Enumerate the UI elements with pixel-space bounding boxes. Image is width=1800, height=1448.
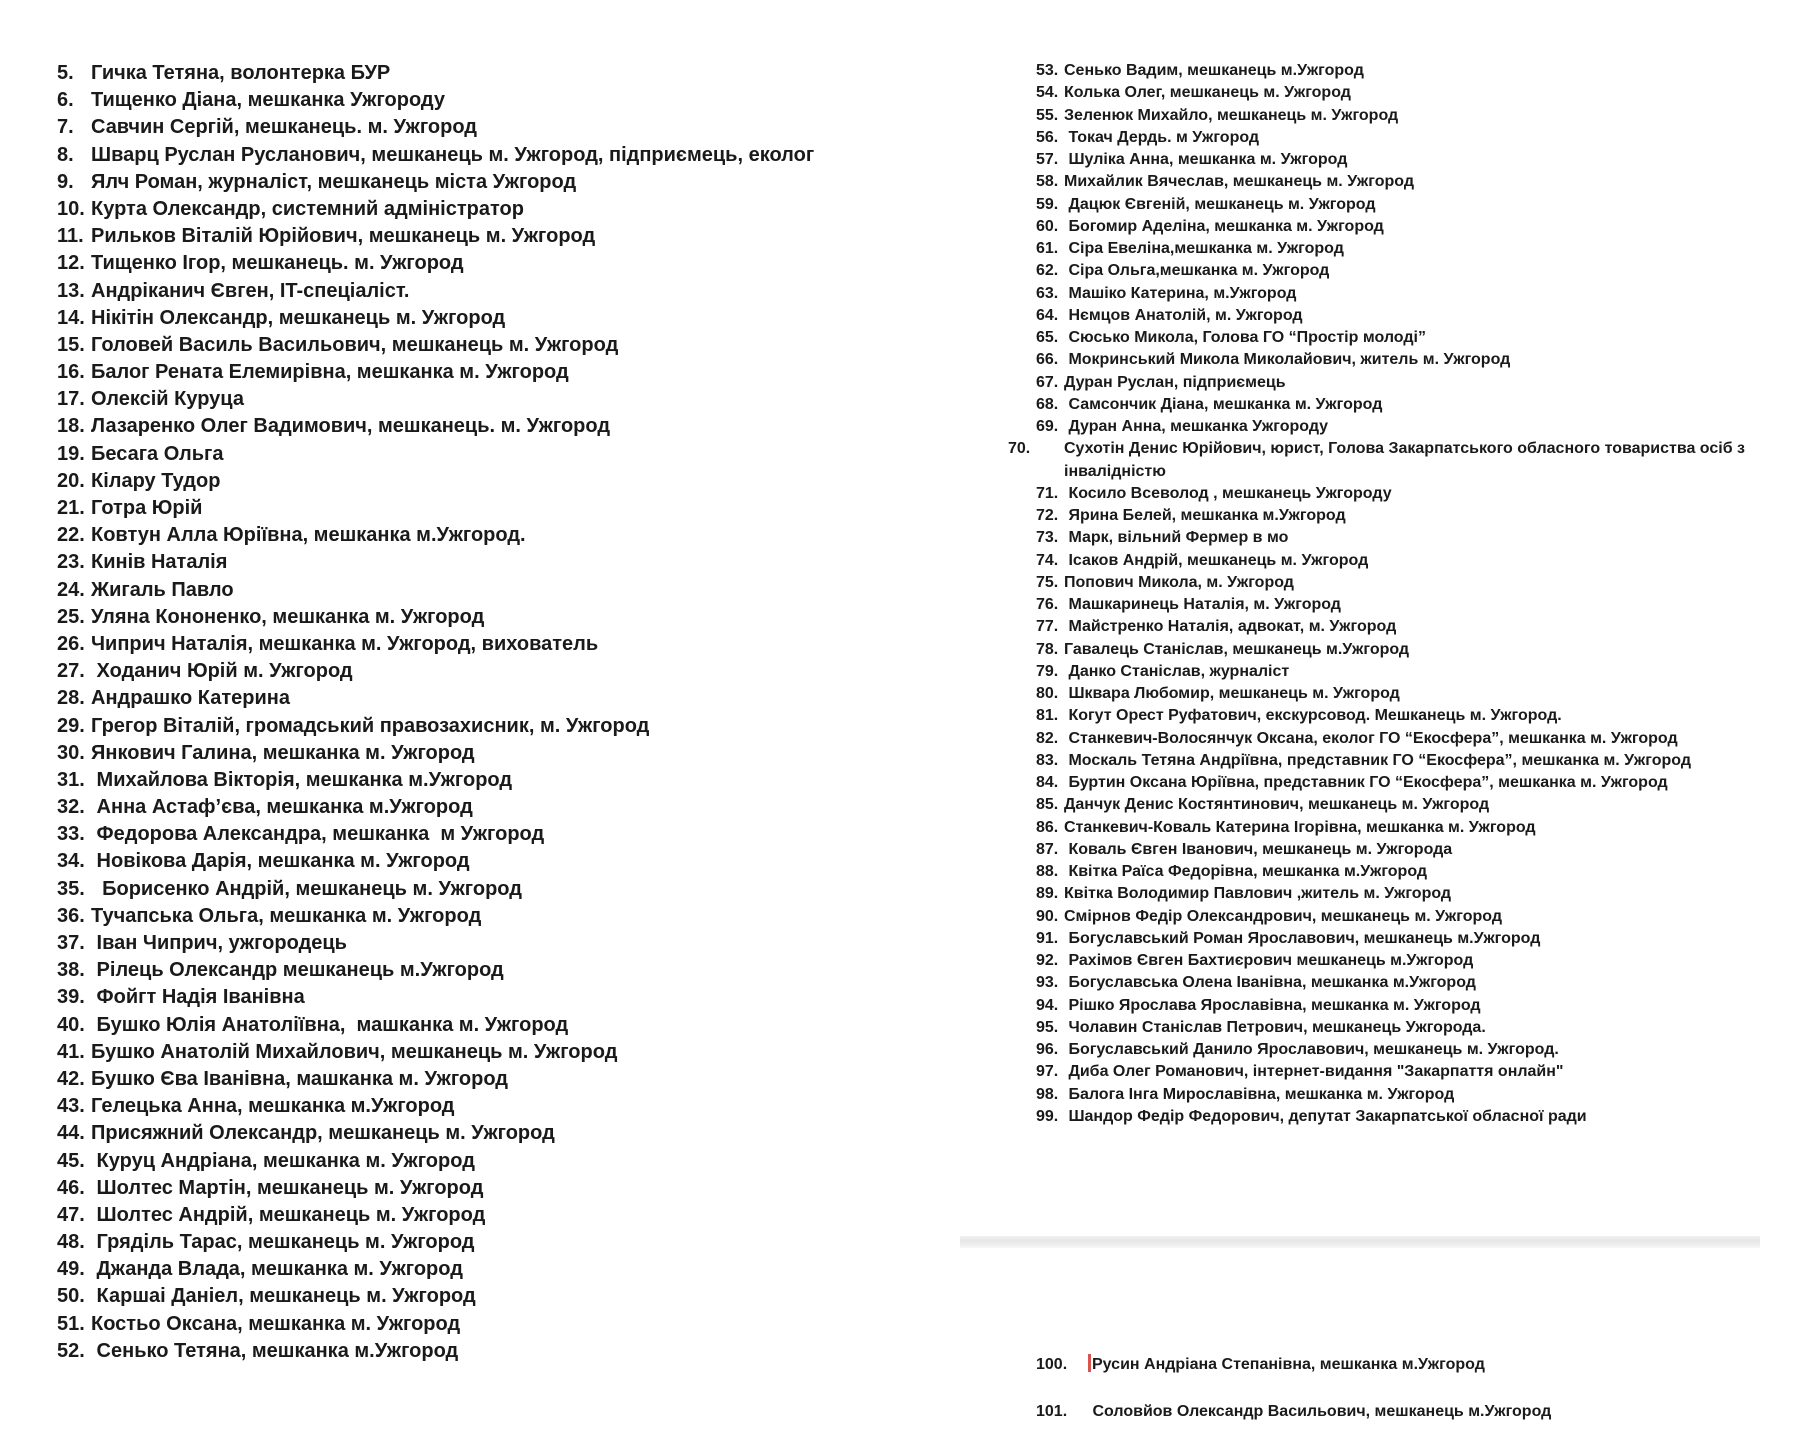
list-item	[57, 903, 957, 930]
item-number: 23.	[57, 551, 85, 574]
left-name-list	[57, 60, 957, 1365]
item-text: Шолтес Мартін, мешканець м. Ужгород	[91, 1176, 484, 1199]
list-item	[1036, 995, 1756, 1017]
list-item	[57, 522, 957, 549]
item-number: 66.	[1036, 351, 1059, 369]
item-text: Бушко Юлія Анатоліївна, машканка м. Ужгород	[91, 1013, 569, 1036]
item-number: 24.	[57, 578, 85, 601]
item-number: 46.	[57, 1176, 85, 1199]
list-item	[57, 1148, 957, 1175]
item-text: Майстренко Наталія, адвокат, м. Ужгород	[1064, 618, 1397, 636]
item-text: Гряділь Тарас, мешканець м. Ужгород	[91, 1231, 475, 1254]
item-number: 89.	[1036, 885, 1059, 903]
list-item	[1036, 1354, 1756, 1376]
item-number: 75.	[1036, 573, 1059, 591]
text-cursor-icon	[1088, 1354, 1091, 1372]
item-number: 44.	[57, 1122, 85, 1145]
list-item	[1036, 416, 1756, 438]
item-text: Дацюк Євгеній, мешканець м. Ужгород	[1064, 195, 1376, 213]
item-text: Михайлова Вікторія, мешканка м.Ужгород	[91, 768, 513, 791]
item-text: Андрашко Катерина	[91, 687, 290, 710]
item-number: 37.	[57, 932, 85, 954]
item-text: Когут Орест Руфатович, екскурсовод. Мешканець м. Ужгород.	[1064, 707, 1562, 725]
item-number: 81.	[1036, 707, 1059, 725]
item-number: 15.	[57, 333, 85, 356]
item-number: 27.	[57, 660, 85, 683]
item-number: 65.	[1036, 329, 1059, 346]
item-text: Рахімов Євген Бахтиєрович мешканець м.Ужгород	[1064, 952, 1474, 969]
item-text: Ходанич Юрій м. Ужгород	[91, 660, 353, 683]
item-text: Михайлик Вячеслав, мешканець м. Ужгород	[1064, 173, 1414, 191]
list-item	[1036, 639, 1756, 661]
list-item	[1036, 550, 1756, 572]
item-number: 52.	[57, 1339, 85, 1362]
item-text: Машкаринець Наталія, м. Ужгород	[1064, 596, 1341, 613]
list-item	[57, 1311, 957, 1338]
list-item	[57, 604, 957, 631]
item-number: 63.	[1036, 284, 1059, 302]
item-text: Готра Юрій	[91, 497, 203, 519]
item-number: 30.	[57, 741, 85, 764]
list-item	[57, 1039, 957, 1066]
item-text: Джанда Влада, мешканка м. Ужгород	[91, 1258, 463, 1281]
item-number: 41.	[57, 1040, 85, 1063]
item-number: 76.	[1036, 596, 1059, 613]
list-item	[1036, 616, 1756, 638]
item-text: Ярина Белей, мешканка м.Ужгород	[1064, 507, 1346, 524]
item-text: Каршаі Даніел, мешканець м. Ужгород	[91, 1285, 476, 1308]
list-item	[1036, 906, 1756, 928]
item-text: Диба Олег Романович, інтернет-видання "Закарпаття онлайн"	[1064, 1063, 1564, 1081]
item-number: 87.	[1036, 840, 1059, 858]
item-number: 78.	[1036, 640, 1059, 658]
list-item	[1036, 794, 1756, 816]
item-number: 39.	[57, 986, 85, 1009]
list-item	[1036, 1061, 1756, 1083]
item-number: 19.	[57, 442, 85, 465]
item-text: Богомир Аделіна, мешканка м. Ужгород	[1064, 217, 1384, 235]
list-item	[1036, 260, 1756, 282]
item-number: 20.	[57, 469, 85, 492]
list-item	[57, 1066, 957, 1093]
item-text: Данко Станіслав, журналіст	[1064, 662, 1290, 680]
item-number: 49.	[57, 1258, 85, 1281]
item-number: 43.	[57, 1095, 85, 1118]
item-number: 38.	[57, 959, 85, 982]
item-text: Москаль Тетяна Андріївна, представник ГО “Екосфера”, мешканка м. Ужгород	[1064, 751, 1691, 769]
list-item	[57, 305, 957, 332]
item-number: 68.	[1036, 395, 1059, 413]
item-text: Балога Інга Мирославівна, мешканка м. Ужгород	[1064, 1085, 1455, 1103]
list-item	[1036, 105, 1756, 127]
item-number: 17.	[57, 388, 85, 411]
item-number: 101.	[1036, 1403, 1068, 1420]
item-text: Жигаль Павло	[91, 578, 234, 601]
item-number: 67.	[1036, 373, 1059, 391]
list-item	[1036, 683, 1756, 705]
list-item	[57, 876, 957, 903]
item-number: 64.	[1036, 306, 1059, 324]
item-number: 100.	[1036, 1356, 1068, 1373]
list-item	[57, 1229, 957, 1256]
item-number: 55.	[1036, 106, 1059, 124]
item-text: Костьо Оксана, мешканка м. Ужгород	[91, 1312, 461, 1335]
item-text: Сенько Тетяна, мешканка м.Ужгород	[91, 1339, 459, 1362]
item-text: Рішко Ярослава Ярославівна, мешканка м. Ужгород	[1064, 996, 1481, 1014]
item-number: 21.	[57, 497, 85, 519]
item-number: 77.	[1036, 618, 1059, 636]
list-item	[1036, 216, 1756, 238]
item-number: 71.	[1036, 484, 1059, 502]
item-number: 70.	[1008, 440, 1031, 458]
list-item	[57, 658, 957, 685]
list-item	[57, 1012, 957, 1039]
item-number: 80.	[1036, 685, 1059, 702]
list-item	[57, 169, 957, 196]
list-item	[57, 142, 957, 169]
item-text: Новікова Дарія, мешканка м. Ужгород	[91, 850, 470, 873]
list-item	[1036, 883, 1756, 905]
list-item	[57, 223, 957, 250]
item-text: Лазаренко Олег Вадимович, мешканець. м. Ужгород	[91, 415, 611, 438]
item-number: 95.	[1036, 1018, 1059, 1036]
item-text: Токач Дердь. м Ужгород	[1064, 128, 1260, 146]
item-number: 79.	[1036, 662, 1059, 680]
item-text: Присяжний Олександр, мешканець м. Ужгород	[91, 1122, 555, 1145]
list-item	[57, 1202, 957, 1229]
item-text: Андріканич Євген, IT-спеціаліст.	[91, 279, 410, 302]
item-text: Уляна Кононенко, мешканка м. Ужгород	[91, 605, 485, 628]
list-item	[1036, 1039, 1756, 1061]
item-number: 40.	[57, 1013, 85, 1036]
item-text: Ялч Роман, журналіст, мешканець міста Ужгород	[91, 170, 577, 193]
item-number: 84.	[1036, 774, 1059, 791]
list-item	[57, 441, 957, 468]
list-item	[57, 740, 957, 767]
item-number: 36.	[57, 904, 85, 927]
item-text: Смірнов Федір Олександрович, мешканець м. Ужгород	[1064, 907, 1502, 925]
list-item	[1036, 705, 1756, 727]
list-item	[1036, 1084, 1756, 1106]
item-number: 22.	[57, 524, 85, 547]
item-text: Рілець Олександр мешканець м.Ужгород	[91, 959, 504, 982]
item-text: Соловйов Олександр Васильович, мешканець м.Ужгород	[1088, 1403, 1552, 1420]
item-number: 42.	[57, 1067, 85, 1090]
item-text: Тищенко Ігор, мешканець. м. Ужгород	[91, 252, 464, 275]
list-item	[1036, 127, 1756, 149]
list-item	[1036, 327, 1756, 349]
item-number: 16.	[57, 361, 85, 384]
list-item	[57, 1283, 957, 1310]
list-item	[1036, 60, 1756, 82]
item-text: Колька Олег, мешканець м. Ужгород	[1064, 84, 1351, 102]
item-text: Курта Олександр, системний адміністратор	[91, 197, 524, 220]
list-item	[57, 957, 957, 984]
list-item	[1036, 839, 1756, 861]
item-text: Шквара Любомир, мешканець м. Ужгород	[1064, 685, 1400, 702]
list-item	[1036, 171, 1756, 193]
item-number: 10.	[57, 197, 85, 220]
item-number: 90.	[1036, 907, 1059, 925]
list-item	[1036, 928, 1756, 950]
list-item	[57, 1093, 957, 1120]
item-number: 31.	[57, 768, 85, 791]
list-item	[1036, 817, 1756, 839]
item-text: Квітка Володимир Павлович ,житель м. Ужгород	[1064, 885, 1452, 903]
item-number: 9.	[57, 170, 74, 193]
item-text: Бушко Єва Іванівна, машканка м. Ужгород	[91, 1067, 508, 1090]
item-text: Буртин Оксана Юріївна, представник ГО “Екосфера”, мешканка м. Ужгород	[1064, 774, 1668, 791]
item-number: 5.	[57, 62, 74, 84]
item-number: 74.	[1036, 551, 1059, 569]
item-text: Балог Рената Елемирівна, мешканка м. Ужгород	[91, 361, 569, 384]
item-number: 93.	[1036, 974, 1059, 992]
item-number: 14.	[57, 306, 85, 329]
item-text: Головей Василь Васильович, мешканець м. Ужгород	[91, 333, 619, 356]
list-item	[1036, 950, 1756, 972]
list-item	[57, 767, 957, 794]
list-item	[57, 359, 957, 386]
item-number: 29.	[57, 714, 85, 737]
item-number: 11.	[57, 225, 84, 248]
list-item	[57, 386, 957, 413]
list-item	[1036, 661, 1756, 683]
item-text: Тищенко Діана, мешканка Ужгороду	[91, 89, 445, 112]
item-text: Сіра Евеліна,мешканка м. Ужгород	[1064, 240, 1344, 257]
item-text: Машіко Катерина, м.Ужгород	[1064, 284, 1297, 302]
item-number: 97.	[1036, 1063, 1059, 1081]
list-item	[57, 1256, 957, 1283]
item-number: 50.	[57, 1285, 85, 1308]
item-text: Станкевич-Коваль Катерина Ігорівна, мешканка м. Ужгород	[1064, 818, 1536, 836]
item-text: Шолтес Андрій, мешканець м. Ужгород	[91, 1203, 486, 1226]
list-item	[1036, 283, 1756, 305]
item-text: Сюсько Микола, Голова ГО “Простір молоді”	[1064, 329, 1426, 346]
item-text: Богуславський Данило Ярославович, мешканець м. Ужгород.	[1064, 1041, 1559, 1058]
list-item	[1036, 750, 1756, 772]
list-item	[1036, 483, 1756, 505]
list-item	[57, 685, 957, 712]
item-text: Анна Астаф’єва, мешканка м.Ужгород	[91, 796, 473, 819]
item-text: Чолавин Станіслав Петрович, мешканець Ужгорода.	[1064, 1018, 1486, 1036]
item-number: 45.	[57, 1149, 85, 1172]
item-number: 83.	[1036, 751, 1059, 769]
item-number: 25.	[57, 605, 85, 628]
list-item	[57, 631, 957, 658]
item-number: 7.	[57, 116, 74, 139]
item-text: Дуран Руслан, підприємець	[1064, 373, 1286, 391]
list-item	[57, 549, 957, 576]
item-number: 32.	[57, 796, 85, 819]
list-item	[1036, 82, 1756, 104]
list-item	[57, 60, 957, 87]
item-number: 91.	[1036, 929, 1059, 947]
item-number: 60.	[1036, 217, 1059, 235]
list-item	[1036, 594, 1756, 616]
list-item	[57, 794, 957, 821]
item-text: Сухотін Денис Юрійович, юрист, Голова Закарпатського обласного товариства осіб з інвалідністю	[1064, 440, 1745, 480]
item-text: Шварц Руслан Русланович, мешканець м. Ужгород, підприємець, еколог	[91, 143, 815, 166]
item-text: Данчук Денис Костянтинович, мешканець м. Ужгород	[1064, 796, 1490, 814]
list-item	[1036, 505, 1756, 527]
list-item	[1036, 394, 1756, 416]
item-text: Нікітін Олександр, мешканець м. Ужгород	[91, 306, 506, 329]
item-number: 62.	[1036, 262, 1059, 280]
item-text: Коваль Євген Іванович, мешканець м. Ужгорода	[1064, 840, 1453, 858]
list-item	[57, 713, 957, 740]
item-number: 88.	[1036, 863, 1059, 880]
item-number: 51.	[57, 1312, 85, 1335]
item-text: Гелецька Анна, мешканка м.Ужгород	[91, 1095, 455, 1118]
item-number: 99.	[1036, 1107, 1059, 1125]
item-number: 54.	[1036, 84, 1059, 102]
list-item	[1036, 1401, 1756, 1423]
page-break-divider	[960, 1236, 1760, 1248]
list-item	[57, 577, 957, 604]
list-item	[1036, 1106, 1756, 1128]
list-item	[1036, 972, 1756, 994]
list-item	[1008, 438, 1756, 483]
item-number: 8.	[57, 143, 74, 166]
item-text: Дуран Анна, мешканка Ужгороду	[1064, 418, 1329, 435]
item-text: Чиприч Наталія, мешканка м. Ужгород, вихователь	[91, 632, 599, 655]
item-text: Зеленюк Михайло, мешканець м. Ужгород	[1064, 106, 1399, 124]
item-number: 98.	[1036, 1085, 1059, 1103]
item-number: 82.	[1036, 729, 1059, 747]
list-item	[57, 468, 957, 495]
item-text: Шуліка Анна, мешканка м. Ужгород	[1064, 151, 1348, 168]
item-text: Станкевич-Волосянчук Оксана, еколог ГО “Екосфера”, мешканка м. Ужгород	[1064, 729, 1678, 747]
item-number: 96.	[1036, 1041, 1059, 1058]
item-text: Марк, вільний Фермер в мо	[1064, 529, 1289, 547]
item-number: 73.	[1036, 529, 1059, 547]
list-item	[57, 114, 957, 141]
item-number: 35.	[57, 877, 85, 900]
item-number: 13.	[57, 279, 85, 302]
list-item	[1036, 728, 1756, 750]
list-item	[57, 332, 957, 359]
item-text: Гичка Тетяна, волонтерка БУР	[91, 62, 391, 84]
item-text: Мокринський Микола Миколайович, житель м. Ужгород	[1064, 351, 1511, 369]
list-item	[1036, 772, 1756, 794]
item-text: Кинів Наталія	[91, 551, 228, 574]
item-text: Нємцов Анатолій, м. Ужгород	[1064, 306, 1303, 324]
item-text: Сенько Вадим, мешканець м.Ужгород	[1064, 62, 1364, 79]
list-item	[57, 930, 957, 957]
item-number: 28.	[57, 687, 85, 710]
item-text: Федорова Александра, мешканка м Ужгород	[91, 823, 545, 846]
list-item	[57, 87, 957, 114]
item-text: Квітка Раїса Федорівна, мешканка м.Ужгород	[1064, 863, 1428, 880]
item-number: 57.	[1036, 151, 1059, 168]
item-number: 58.	[1036, 173, 1059, 191]
item-text: Кілару Тудор	[91, 469, 221, 492]
item-number: 53.	[1036, 62, 1059, 79]
list-item	[1036, 1017, 1756, 1039]
list-item	[1036, 349, 1756, 371]
list-item	[57, 413, 957, 440]
item-text: Тучапська Ольга, мешканка м. Ужгород	[91, 904, 482, 927]
item-text: Богуславська Олена Іванівна, мешканка м.Ужгород	[1064, 974, 1476, 992]
item-text: Іван Чиприч, ужгородець	[91, 932, 347, 954]
item-text: Сіра Ольга,мешканка м. Ужгород	[1064, 262, 1330, 280]
list-item	[1036, 572, 1756, 594]
item-text: Рильков Віталій Юрійович, мешканець м. Ужгород	[91, 225, 596, 248]
list-item	[1036, 305, 1756, 327]
item-text: Янкович Галина, мешканка м. Ужгород	[91, 741, 475, 764]
list-item	[1036, 149, 1756, 171]
item-text: Русин Андріана Степанівна, мешканка м.Ужгород	[1092, 1356, 1485, 1373]
item-number: 26.	[57, 632, 85, 655]
item-number: 56.	[1036, 128, 1059, 146]
list-item	[57, 278, 957, 305]
list-item	[57, 495, 957, 522]
list-item	[57, 821, 957, 848]
item-text: Борисенко Андрій, мешканець м. Ужгород	[91, 877, 522, 900]
item-text: Олексій Куруца	[91, 388, 244, 411]
item-text: Богуславський Роман Ярославович, мешканець м.Ужгород	[1064, 929, 1541, 947]
list-item	[57, 1338, 957, 1365]
item-number: 12.	[57, 252, 85, 275]
item-text: Фойгт Надія Іванівна	[91, 986, 305, 1009]
item-number: 94.	[1036, 996, 1059, 1014]
second-page-name-list	[1036, 1354, 1756, 1448]
item-number: 6.	[57, 89, 74, 112]
item-text: Грегор Віталій, громадський правозахисник, м. Ужгород	[91, 714, 650, 737]
item-text: Косило Всеволод , мешканець Ужгороду	[1064, 484, 1392, 502]
list-item	[57, 984, 957, 1011]
list-item	[1036, 194, 1756, 216]
item-text: Попович Микола, м. Ужгород	[1064, 573, 1294, 591]
item-number: 47.	[57, 1203, 85, 1226]
item-text: Куруц Андріана, мешканка м. Ужгород	[91, 1149, 475, 1172]
list-item	[1036, 372, 1756, 394]
list-item	[57, 196, 957, 223]
item-number: 33.	[57, 823, 85, 846]
list-item	[57, 1175, 957, 1202]
item-number: 85.	[1036, 796, 1059, 814]
item-text: Бесага Ольга	[91, 442, 224, 465]
list-item	[1036, 527, 1756, 549]
item-number: 92.	[1036, 952, 1059, 969]
item-text: Гавалець Станіслав, мешканець м.Ужгород	[1064, 640, 1410, 658]
item-text: Савчин Сергій, мешканець. м. Ужгород	[91, 116, 478, 139]
item-number: 61.	[1036, 240, 1059, 257]
list-item	[1036, 861, 1756, 883]
item-number: 86.	[1036, 818, 1059, 836]
list-item	[1036, 238, 1756, 260]
list-item	[57, 848, 957, 875]
item-text: Самсончик Діана, мешканка м. Ужгород	[1064, 395, 1383, 413]
item-number: 48.	[57, 1231, 85, 1254]
item-number: 69.	[1036, 418, 1059, 435]
list-item	[57, 1120, 957, 1147]
list-item	[57, 250, 957, 277]
item-text: Ісаков Андрій, мешканець м. Ужгород	[1064, 551, 1369, 569]
right-name-list	[1008, 60, 1756, 1128]
item-number: 72.	[1036, 507, 1059, 524]
item-text: Бушко Анатолій Михайлович, мешканець м. Ужгород	[91, 1040, 618, 1063]
item-text: Ковтун Алла Юріївна, мешканка м.Ужгород.	[91, 524, 526, 547]
item-number: 34.	[57, 850, 85, 873]
item-number: 18.	[57, 415, 85, 438]
item-number: 59.	[1036, 195, 1059, 213]
item-text: Шандор Федір Федорович, депутат Закарпатської обласної ради	[1064, 1107, 1587, 1125]
